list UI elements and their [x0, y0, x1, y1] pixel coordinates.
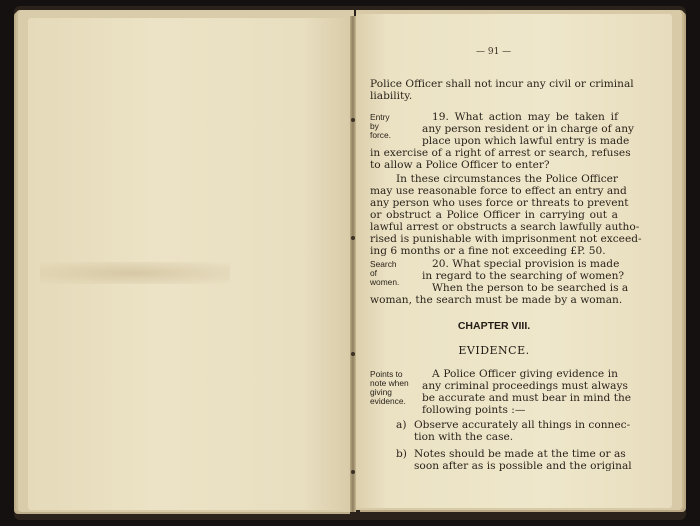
left-page-stain [40, 262, 230, 284]
list-label: b) [396, 448, 407, 460]
list-item-line: tion with the case. [414, 431, 514, 443]
binding-stitch [351, 470, 355, 474]
answer-line: may use reasonable force to effect an entry and [370, 185, 627, 197]
chapter-subtitle: EVIDENCE. [458, 344, 530, 357]
answer-line: When the person to be searched is a [432, 282, 629, 294]
binding-stitch [351, 236, 355, 240]
body-line: Police Officer shall not incur any civil or criminal [370, 78, 634, 90]
margin-note-line: evidence. [370, 396, 406, 406]
answer-line: In these circumstances the Police Officer [396, 173, 618, 185]
margin-note-line: Entry [370, 112, 390, 122]
question-line: in exercise of a right of arrest or search, refuses [370, 147, 631, 159]
margin-note-line: giving [370, 387, 392, 397]
question-line: place upon which lawful entry is made [422, 135, 630, 147]
body-line: A Police Officer giving evidence in [432, 368, 618, 380]
page-number: — 91 — [476, 47, 512, 57]
margin-note-line: by [370, 121, 379, 131]
answer-line: lawful arrest or obstructs a search lawfully autho- [370, 221, 640, 233]
answer-line: ing 6 months or a fine not exceeding £P. 50. [370, 245, 606, 257]
margin-note-line: force. [370, 130, 391, 140]
question-line: 20. What special provision is made [432, 258, 620, 270]
list-item-line: Notes should be made at the time or as [414, 448, 626, 460]
answer-line: woman, the search must be made by a woman. [370, 294, 623, 306]
body-line: following points :— [422, 404, 526, 416]
question-line: in regard to the searching of women? [422, 270, 625, 282]
margin-note-line: of [370, 268, 377, 278]
margin-note-line: Search [370, 259, 397, 269]
margin-note-line: women. [370, 277, 400, 287]
margin-note-line: Points to [370, 369, 403, 379]
list-item-line: Observe accurately all things in connec- [414, 419, 631, 431]
list-item-line: soon after as is possible and the original [414, 460, 632, 472]
binding-stitch [351, 352, 355, 356]
book-spine [350, 16, 356, 512]
margin-note-line: note when [370, 378, 409, 388]
body-line: liability. [370, 90, 413, 102]
question-line: any person resident or in charge of any [422, 123, 634, 135]
body-line: any criminal proceedings must always [422, 380, 628, 392]
binding-stitch [351, 118, 355, 122]
list-label: a) [396, 419, 407, 431]
question-line: 19. What action may be taken if [432, 111, 618, 123]
chapter-title: CHAPTER VIII. [457, 320, 531, 332]
answer-line: or obstruct a Police Officer in carrying out a [370, 209, 618, 221]
body-line: be accurate and must bear in mind the [422, 392, 632, 404]
answer-line: any person who uses force or threats to prevent [370, 197, 629, 209]
answer-line: rised is punishable with imprisonment not exceed- [370, 233, 642, 245]
question-line: to allow a Police Officer to enter? [370, 159, 550, 171]
